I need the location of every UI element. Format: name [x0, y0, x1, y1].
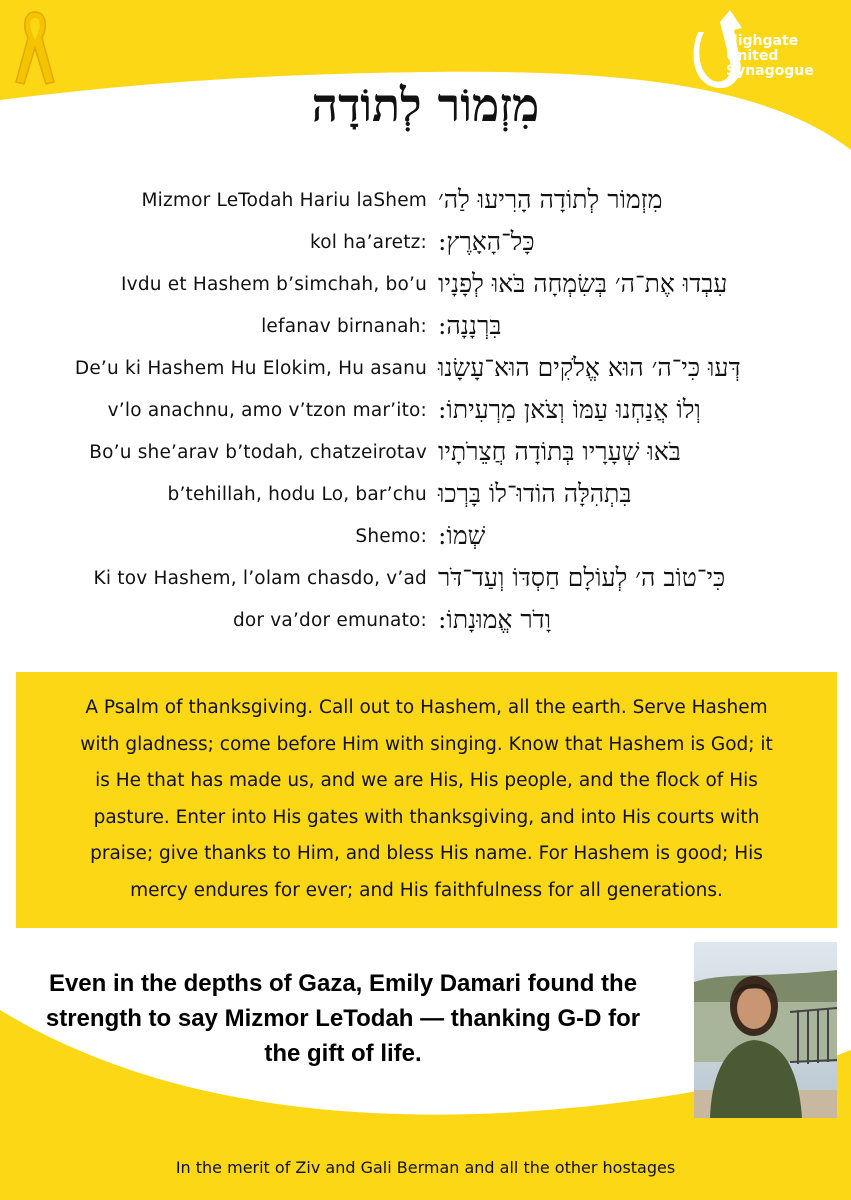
verse-transliteration: Ivdu et Hashem b’simchah, bo’u: [121, 274, 427, 295]
verse-row: [0, 516, 851, 558]
translation-line: mercy endures for ever; and His faithfulness for all generations.: [130, 879, 723, 901]
verse-hebrew: מִזְמוֹר לְתוֹדָה הָרִיעוּ לַה׳: [438, 185, 663, 214]
verse-transliteration: kol ha’aretz:: [309, 232, 427, 253]
translation-line: A Psalm of thanksgiving. Call out to Hashem, all the earth. Serve Hashem: [85, 697, 768, 718]
page-title: מִזְמוֹר לְתוֹדָה: [311, 78, 540, 132]
verse-row: [0, 348, 851, 390]
verse-hebrew: עִבְדוּ אֶת־ה׳ בְּשִׂמְחָה בֹּאוּ לְפָנָיו: [438, 269, 728, 298]
verse-transliteration: lefanav birnanah:: [261, 316, 427, 337]
verse-transliteration: Bo’u she’arav b’todah, chatzeirotav: [89, 442, 427, 463]
yellow-ribbon-icon: [10, 8, 60, 88]
verse-row: [0, 222, 851, 264]
verse-hebrew: בִּתְהִלָּה הוֹדוּ־לוֹ בָּרְכוּ: [438, 479, 632, 508]
story-statement: [10, 966, 676, 1071]
logo-line-1: Highgate: [726, 33, 799, 49]
verse-transliteration: Mizmor LeTodah Hariu laShem: [141, 190, 427, 211]
verse-transliteration: Ki tov Hashem, l’olam chasdo, v’ad: [93, 568, 427, 589]
verse-hebrew: כִּי־טוֹב ה׳ לְעוֹלָם חַסְדּוֹ וְעַד־דֹּר: [438, 563, 726, 592]
verse-transliteration: v’lo anachnu, amo v’tzon mar’ito:: [107, 400, 427, 421]
synagogue-logo: [690, 8, 850, 88]
logo-text: [726, 34, 814, 79]
verse-hebrew: בִּרְנָנָה:: [438, 311, 502, 340]
verse-hebrew: שְׁמוֹ:: [438, 521, 486, 550]
translation-line: is He that has made us, and we are His, His people, and the flock of His: [95, 770, 758, 792]
verse-hebrew: דְּעוּ כִּי־ה׳ הוּא אֱלֹקִים הוּא־עָשָׂנוּ: [438, 353, 741, 382]
verse-row: [0, 432, 851, 474]
verse-row: [0, 264, 851, 306]
verse-transliteration: De’u ki Hashem Hu Elokim, Hu asanu: [74, 358, 427, 379]
story-line: the gift of life.: [264, 1040, 422, 1067]
verse-row: [0, 180, 851, 222]
story-line: strength to say Mizmor LeTodah — thanking G-D for: [45, 1005, 641, 1032]
verse-transliteration: dor va’dor emunato:: [232, 610, 427, 631]
story-line: Even in the depths of Gaza, Emily Damari found the: [48, 970, 638, 997]
logo-line-2: United: [726, 48, 779, 64]
verse-row: [0, 558, 851, 600]
verse-row: [0, 306, 851, 348]
portrait-photo: [694, 942, 837, 1118]
footer-dedication: In the merit of Ziv and Gali Berman and all the other hostages: [175, 1158, 676, 1177]
verse-row: [0, 474, 851, 516]
translation-box: [16, 672, 837, 928]
verse-transliteration: b’tehillah, hodu Lo, bar’chu: [167, 484, 427, 505]
translation-line: pasture. Enter into His gates with thanksgiving, and into His courts with: [93, 806, 760, 828]
verse-hebrew: וָדֹר אֱמוּנָתוֹ:: [438, 605, 552, 634]
verse-hebrew: בֹּאוּ שְׁעָרָיו בְּתוֹדָה חֲצֵרֹתָיו: [438, 437, 681, 466]
verse-row: [0, 390, 851, 432]
verse-hebrew: כָּל־הָאָרֶץ:: [438, 227, 535, 256]
verse-transliteration: Shemo:: [355, 526, 427, 547]
translation-line: praise; give thanks to Him, and bless His name. For Hashem is good; His: [90, 843, 763, 865]
verse-row: [0, 600, 851, 642]
logo-line-3: Synagogue: [726, 63, 814, 79]
verse-hebrew: וְלוֹ אֲנַחְנוּ עַמּוֹ וְצֹאן מַרְעִיתוֹ:: [438, 395, 701, 424]
translation-line: with gladness; come before Him with singing. Know that Hashem is God; it: [80, 733, 773, 755]
